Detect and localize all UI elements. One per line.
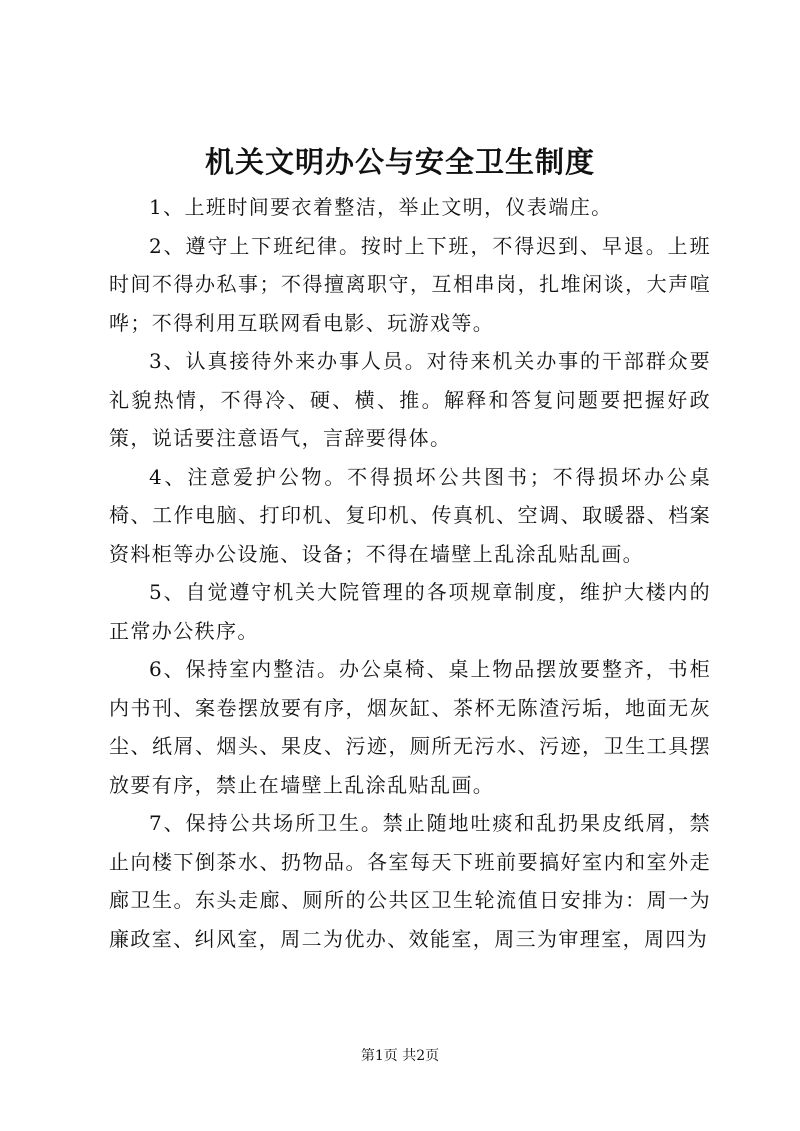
document-body — [109, 188, 711, 958]
paragraph-5: 5、自觉遵守机关大院管理的各项规章制度，维护大楼内的正常办公秩序。 — [109, 580, 711, 643]
paragraph-4: 4、注意爱护公物。不得损坏公共图书；不得损坏办公桌椅、工作电脑、打印机、复印机、传真机、空调、取暖器、档案资料柜等办公设施、设备；不得在墙壁上乱涂乱贴乱画。 — [109, 464, 711, 566]
paragraph-6: 6、保持室内整洁。办公桌椅、桌上物品摆放要整齐，书柜内书刊、案卷摆放要有序，烟灰缸、茶杯无陈渣污垢，地面无灰尘、纸屑、烟头、果皮、污迹，厕所无污水、污迹，卫生工具摆放要有序，禁止在墙壁上乱涂乱贴乱画。 — [109, 657, 711, 797]
paragraph-3: 3、认真接待外来办事人员。对待来机关办事的干部群众要礼貌热情，不得冷、硬、横、推。解释和答复问题要把握好政策，说话要注意语气，言辞要得体。 — [109, 349, 711, 450]
paragraph-7: 7、保持公共场所卫生。禁止随地吐痰和乱扔果皮纸屑，禁止向楼下倒茶水、扔物品。各室每天下班前要搞好室内和室外走廊卫生。东头走廊、厕所的公共区卫生轮流值日安排为：周一为廉政室、纠风室，周二为优办、效能室，周三为审理室，周四为 — [109, 811, 711, 951]
page-footer: 第1页 共2页 — [360, 1048, 440, 1064]
paragraph-1: 1、上班时间要衣着整洁，举止文明，仪表端庄。 — [149, 195, 613, 219]
document-title: 机关文明办公与安全卫生制度 — [204, 145, 595, 179]
paragraph-2: 2、遵守上下班纪律。按时上下班，不得迟到、早退。上班时间不得办私事；不得擅离职守，互相串岗，扎堆闲谈，大声喧哗；不得利用互联网看电影、玩游戏等。 — [109, 233, 711, 335]
